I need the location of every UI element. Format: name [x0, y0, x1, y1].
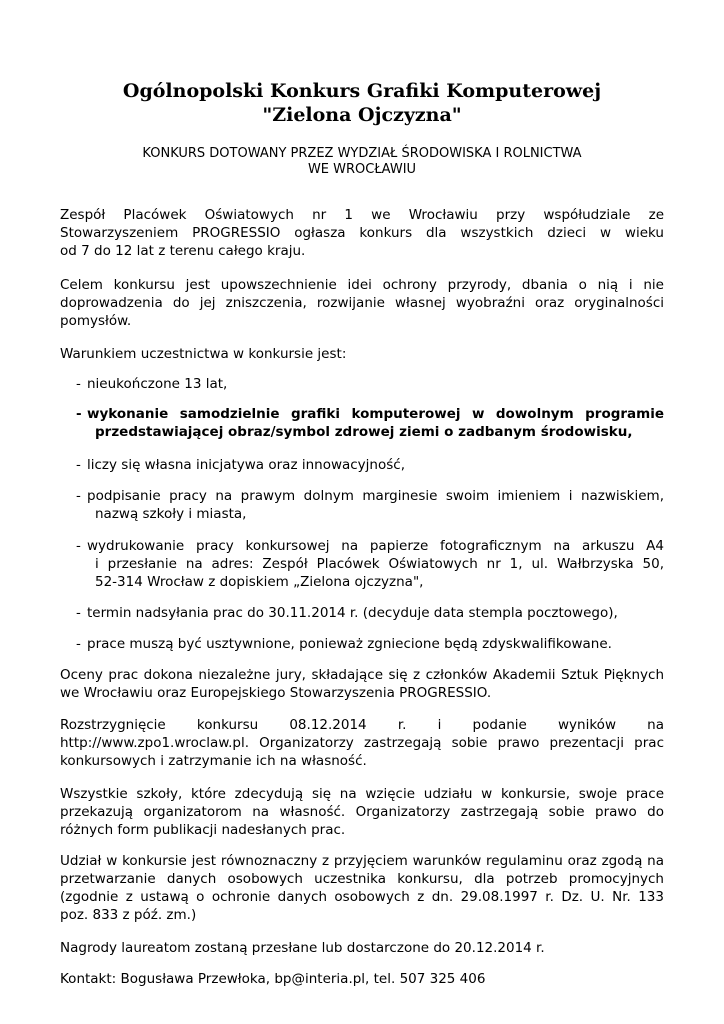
intro-paragraph: Zespół Placówek Oświatowych nr 1 we Wrocławiu przy współudziale ze Stowarzyszeniem PROGRESSIO ogłasza konkurs dla wszystkich dzieci w wieku od 7 do 12 lat z terenu całego kraju. [60, 207, 664, 259]
conditions-intro: Warunkiem uczestnictwa w konkursie jest: [60, 346, 347, 362]
jury-paragraph: Oceny prac dokona niezależne jury, składające się z członków Akademii Sztuk Pięknych we Wrocławiu oraz Europejskiego Stowarzyszenia PROGRESSIO. [60, 667, 664, 701]
contest-title: Ogólnopolski Konkurs Grafiki Komputerowej [122, 80, 602, 102]
consent-paragraph: Udział w konkursie jest równoznaczny z przyjęciem warunków regulaminu oraz zgodą na przetwarzanie danych osobowych uczestnika konkursu, dla potrzeb promocyjnych (zgodnie z ustawą o ochronie danych osobowych z dn. 29.08.1997 r. Dz. U. Nr. 133 poz. 833 z póź. zm.) [60, 853, 664, 923]
funding-note: KONKURS DOTOWANY PRZEZ WYDZIAŁ ŚRODOWISKA I ROLNICTWA [142, 146, 582, 161]
ownership-paragraph: Wszystkie szkoły, które zdecydują się na wzięcie udziału w konkursie, swoje prace przekazują organizatorom na własność. Organizatorzy zastrzegają sobie prawo do różnych form publikacji nadesłanych prac. [60, 786, 664, 838]
goal-paragraph: Celem konkursu jest upowszechnienie idei ochrony przyrody, dbania o nią i nie doprowadzenia do jej zniszczenia, rozwijanie własnej wyobraźni oraz oryginalności pomysłów. [60, 277, 664, 329]
results-paragraph: Rozstrzygnięcie konkursu 08.12.2014 r. i podanie wyników na http://www.zpo1.wroclaw.pl. Organizatorzy zastrzegają sobie prawo prezentacji prac konkursowych i zatrzymanie ich na własność. [60, 717, 664, 769]
contest-name: "Zielona Ojczyzna" [262, 104, 462, 126]
contact-paragraph: Kontakt: Bogusława Przewłoka, bp@interia.pl, tel. 507 325 406 [60, 971, 486, 987]
document-page: Ogólnopolski Konkurs Grafiki Komputerowej "Zielona Ojczyzna" KONKURS DOTOWANY PRZEZ WYDZIAŁ ŚRODOWISKA I ROLNICTWA WE WROCŁAWIU Zespół Placówek Oświatowych nr 1 we Wrocławiu przy współudziale ze Stowarzyszeniem PROGRESSIO ogłasza konkurs dla wszystkich dzieci w wieku od 7 do 12 lat z terenu całego kraju. Celem konkursu jest upowszechnienie idei ochrony przyrody, dbania o nią i nie doprowadzenia do jej zniszczenia, rozwijanie własnej wyobraźni oraz oryginalności pomysłów. Warunkiem uczestnictwa w konkursie jest: - nieukończone 13 lat, - wykonanie samodzielnie grafiki komputerowej w dowolnym programie przedstawiającej obraz/symbol zdrowej ziemi o zadbanym środowisku, - liczy się własna inicjatywa oraz innowacyjność, - podpisanie pracy na prawym dolnym marginesie swoim imieniem i nazwiskiem, nazwą szkoły i miasta, - wydrukowanie pracy konkursowej na papierze fotograficznym na arkuszu A4 i przesłanie na adres: Zespół Placówek Oświatowych nr 1, ul. Wałbrzyska 50, 52-314 Wrocław z dopiskiem „Zielona ojczyzna", - termin nadsyłania prac do 30.11.2014 r. (decyduje data stempla pocztowego), - prace muszą być usztywnione, ponieważ zgniecione będą zdyskwalifikowane. Oceny prac dokona niezależne jury, składające się z członków Akademii Sztuk Pięknych we Wrocławiu oraz Europejskiego Stowarzyszenia PROGRESSIO. Rozstrzygnięcie konkursu 08.12.2014 r. i podanie wyników na http://www.zpo1.wroclaw.pl. Organizatorzy zastrzegają sobie prawo prezentacji prac konkursowych i zatrzymanie ich na własność. Wszystkie szkoły, które zdecydują się na wzięcie udziału w konkursie, swoje prace przekazują organizatorom na własność. Organizatorzy zastrzegają sobie prawo do różnych form publikacji nadesłanych prac. Udział w konkursie jest równoznaczny z przyjęciem warunków regulaminu oraz zgodą na przetwarzanie danych osobowych uczestnika konkursu, dla potrzeb promocyjnych (zgodnie z ustawą o ochronie danych osobowych z dn. 29.08.1997 r. Dz. U. Nr. 133 poz. 833 z póź. zm.) Nagrody laureatom zostaną przesłane lub dostarczone do 20.12.2014 r. Kontakt: Bogusława Przewłoka, bp@interia.pl, tel. 507 325 406 [0, 0, 724, 1024]
funding-note-city: WE WROCŁAWIU [307, 162, 417, 177]
prizes-paragraph: Nagrody laureatom zostaną przesłane lub dostarczone do 20.12.2014 r. [60, 940, 545, 956]
